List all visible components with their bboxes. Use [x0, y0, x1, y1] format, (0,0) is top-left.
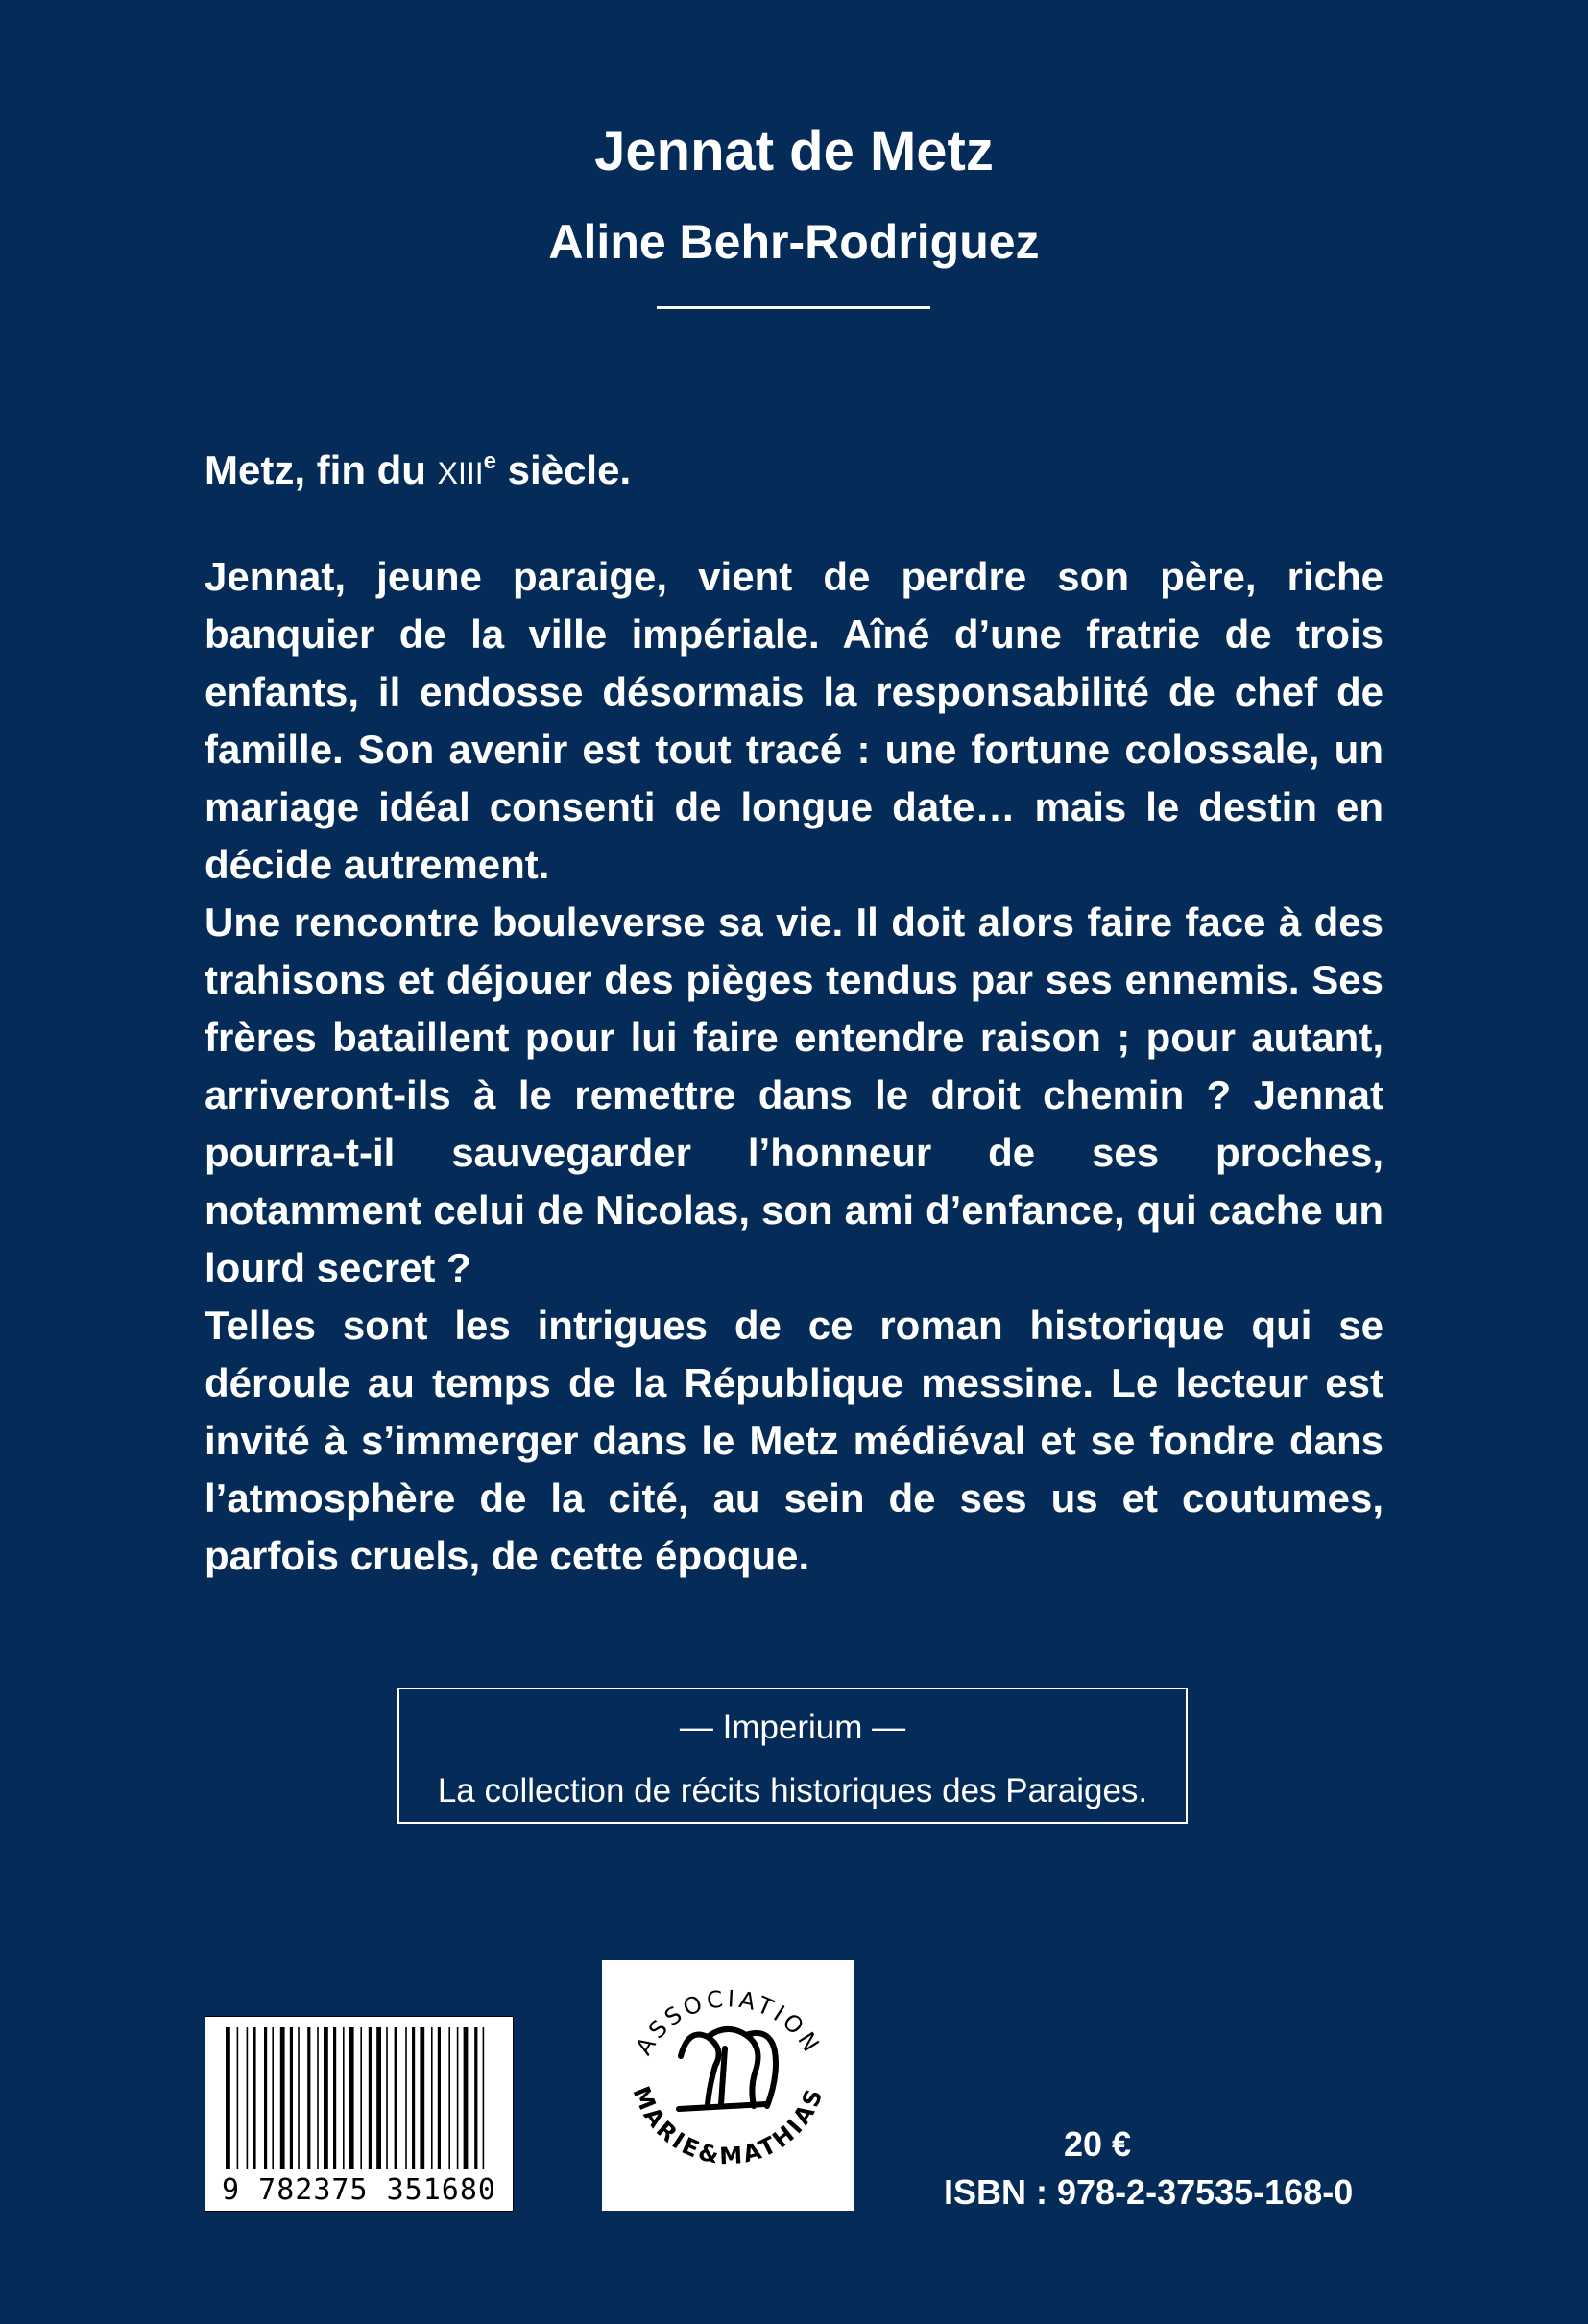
collection-description: La collection de récits historiques des Paraiges. [437, 1772, 1148, 1809]
blurb-body [205, 548, 1383, 1585]
title-divider [657, 306, 930, 309]
svg-text:MARIE&MATHIAS [627, 2083, 829, 2170]
book-author: Aline Behr-Rodriguez [548, 215, 1040, 269]
book-title: Jennat de Metz [594, 120, 994, 182]
collection-box [397, 1688, 1188, 1824]
intro-century: XIII [437, 456, 484, 491]
svg-text:ASSOCIATION [630, 1985, 826, 2060]
logo-top-text: ASSOCIATION [630, 1985, 827, 2060]
barcode-digits: 9 782375 351680 [222, 2173, 496, 2207]
price: 20 € [1064, 2124, 1132, 2164]
association-logo [602, 1960, 854, 2211]
intro-text-after: siècle. [496, 447, 632, 492]
intro-text-before: Metz, fin du [205, 447, 438, 492]
blurb-paragraph: Une rencontre bouleverse sa vie. Il doit alors faire face à des trahisons et déjouer des pièges tendus par ses ennemis. Ses frères bataillent pour lui faire entendre raison ; pour autant, arriveront-ils à le remettre dans le droit chemin ? Jennat pourra-t-il sauvegarder l’honneur de ses proches, notamment celui de Nicolas, son ami d’enfance, qui cache un lourd secret ? [205, 899, 1383, 1290]
logo-bottom-text: MARIE&MATHIAS [627, 2082, 830, 2170]
barcode [205, 2016, 514, 2212]
logo-mark-icon [679, 2029, 776, 2109]
isbn: ISBN : 978-2-37535-168-0 [944, 2172, 1354, 2212]
collection-name: — Imperium — [679, 1709, 906, 1746]
blurb-paragraph: Jennat, jeune paraige, vient de perdre son père, riche banquier de la ville impériale. Aîné d’une fratrie de trois enfants, il endosse désormais la responsabilité de chef de famille. Son avenir est tout tracé : une fortune colossale, un mariage idéal consenti de longue date… mais le destin en décide autrement. [205, 554, 1383, 887]
blurb-intro [205, 433, 1383, 502]
intro-superscript: e [483, 448, 497, 474]
blurb-paragraph: Telles sont les intrigues de ce roman historique qui se déroule au temps de la République messine. Le lecteur est invité à s’immerger dans le Metz médiéval et se fondre dans l’atmosphère de la cité, au sein de ses us et coutumes, parfois cruels, de cette époque. [205, 1303, 1383, 1578]
